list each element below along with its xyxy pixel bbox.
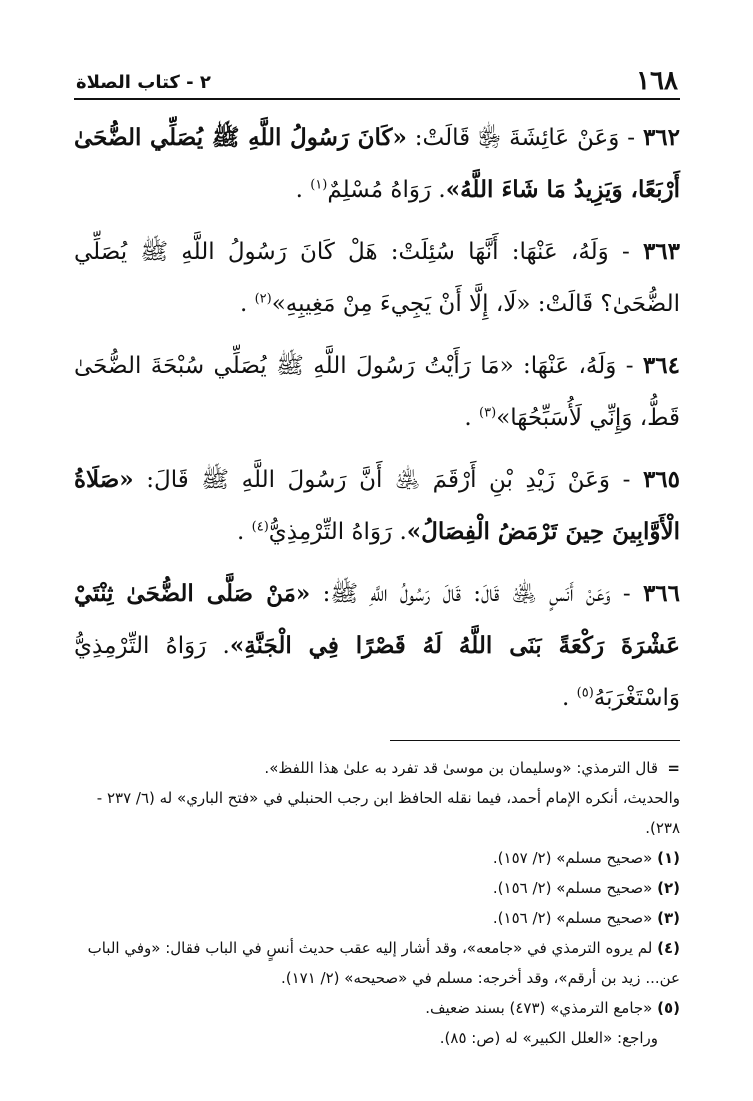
hadith-365: [74, 454, 680, 558]
footnote-text: «صحيح مسلم» (٢/ ١٥٧).: [492, 849, 653, 867]
footnote-1: [74, 843, 680, 873]
footnote-text: «جامع الترمذي» (٤٧٣) بسند ضعيف.: [425, 999, 653, 1017]
footnote-label: (٢): [657, 879, 680, 897]
footnote-label: (٥): [657, 999, 680, 1017]
hadith-end: .: [237, 519, 252, 545]
footnote-divider: [390, 740, 680, 741]
footnote-continued-text-2: والحديث، أنكره الإمام أحمد، فيما نقله الحافظ ابن رجب الحنبلي في «فتح الباري» له (٦/ ٢٣٧ - ٢٣٨).: [96, 789, 680, 837]
footnote-continued-text: قال الترمذي: «وسليمان بن موسىٰ قد تفرد به علىٰ هذا اللفظ».: [264, 759, 658, 777]
footnote-label: (٣): [657, 909, 680, 927]
footnote-final-text: وراجع: «العلل الكبير» له (ص: ٨٥).: [439, 1029, 658, 1047]
hadith-lead: - وَعَنْ زَيْدِ بْنِ أَرْقَمَ ﵁ أَنَّ رَسُولَ اللَّهِ ﷺ قَالَ:: [133, 467, 643, 493]
hadith-number: ٣٦٦: [642, 580, 680, 607]
hadith-quote: «لَا، إِلَّا أَنْ يَجِيءَ مِنْ مَغِيبِهِ»: [271, 291, 531, 317]
footnote-text: «صحيح مسلم» (٢/ ١٥٦).: [492, 909, 653, 927]
hadith-quote: «مَا رَأَيْتُ رَسُولَ اللَّهِ ﷺ يُصَلِّي سُبْحَةَ الضُّحَىٰ قَطُّ، وَإِنِّي لَأُسَبِّحُهَا»: [74, 353, 680, 431]
footnote-5: [74, 993, 680, 1023]
footnote-5-continued: [74, 1023, 680, 1053]
footnote-label: (٤): [657, 939, 680, 957]
hadith-quote: «كَانَ رَسُولُ اللَّهِ ﷺ يُصَلِّي الضُّحَىٰ أَرْبَعًا، وَيَزِيدُ مَا شَاءَ اللَّهُ»: [74, 124, 680, 203]
footnote-continued-2: [74, 783, 680, 843]
hadith-end: .: [295, 177, 311, 203]
hadith-quote: «صَلَاةُ الْأَوَّابِينَ حِينَ تَرْمَضُ الْفِصَالُ»: [74, 466, 680, 545]
footnote-marker: (٣): [479, 405, 497, 421]
hadith-number: ٣٦٢: [642, 124, 680, 151]
page-number: ١٦٨: [636, 66, 678, 96]
hadith-number: ٣٦٣: [642, 238, 680, 265]
hadith-tail: . رَوَاهُ التِّرْمِذِيُّ: [268, 519, 407, 545]
footnote-text: لم يروه الترمذي في «جامعه»، وقد أشار إليه عقب حديث أنسٍ في الباب فقال: «وفي الباب عن... زيد بن أرقم»، وقد أخرجه: مسلم في «صحيحه» (٢/ ١٧١).: [87, 939, 680, 987]
hadith-end: .: [239, 291, 255, 317]
footnote-marker: (٥): [576, 685, 594, 701]
book-page: [74, 62, 680, 1053]
hadith-364: [74, 340, 680, 444]
hadith-tail: . رَوَاهُ مُسْلِمٌ: [327, 177, 446, 203]
footnote-marker: (١): [310, 177, 328, 193]
footnote-3: [74, 903, 680, 933]
footnote-2: [74, 873, 680, 903]
hadith-lead: - وَعَنْ عَائِشَةَ ﵂ قَالَتْ:: [406, 125, 643, 151]
hadith-list: [74, 112, 680, 724]
hadith-end: .: [464, 405, 480, 431]
hadith-363: [74, 226, 680, 330]
hadith-quote: «مَنْ صَلَّى الضُّحَىٰ ثِنْتَيْ عَشْرَةَ رَكْعَةً بَنَى اللَّهُ لَهُ قَصْرًا فِي الْجَنَّةِ»: [74, 580, 680, 659]
hadith-number: ٣٦٤: [642, 352, 680, 379]
chapter-title: ٢ - كتاب الصلاة: [76, 72, 211, 93]
hadith-end: .: [562, 685, 577, 711]
footnote-label: (١): [657, 849, 680, 867]
footnote-marker: (٢): [254, 291, 272, 307]
hadith-lead: - وَلَهُ، عَنْهَا:: [513, 353, 643, 379]
hadith-362: [74, 112, 680, 216]
footnote-text: «صحيح مسلم» (٢/ ١٥٦).: [492, 879, 653, 897]
hadith-tail: . رَوَاهُ التِّرْمِذِيُّ وَاسْتَغْرَبَهُ: [74, 633, 680, 711]
footnote-4: [74, 933, 680, 993]
footnote-continued: [74, 753, 680, 783]
hadith-lead: - وَعَنْ أَنَسٍ ﵁ قَالَ: قَالَ رَسُولُ اللَّهِ ﷺ:: [310, 581, 643, 607]
hadith-lead: - وَلَهُ، عَنْهَا: أَنَّهَا سُئِلَتْ: هَلْ كَانَ رَسُولُ اللَّهِ ﷺ يُصَلِّي الضُّحَىٰ؟ قَالَتْ:: [74, 239, 680, 317]
continued-marker: =: [667, 759, 680, 777]
hadith-366: [74, 568, 680, 724]
page-header: [74, 62, 680, 100]
footnote-marker: (٤): [251, 519, 269, 535]
footnotes: [74, 753, 680, 1053]
hadith-number: ٣٦٥: [642, 466, 680, 493]
